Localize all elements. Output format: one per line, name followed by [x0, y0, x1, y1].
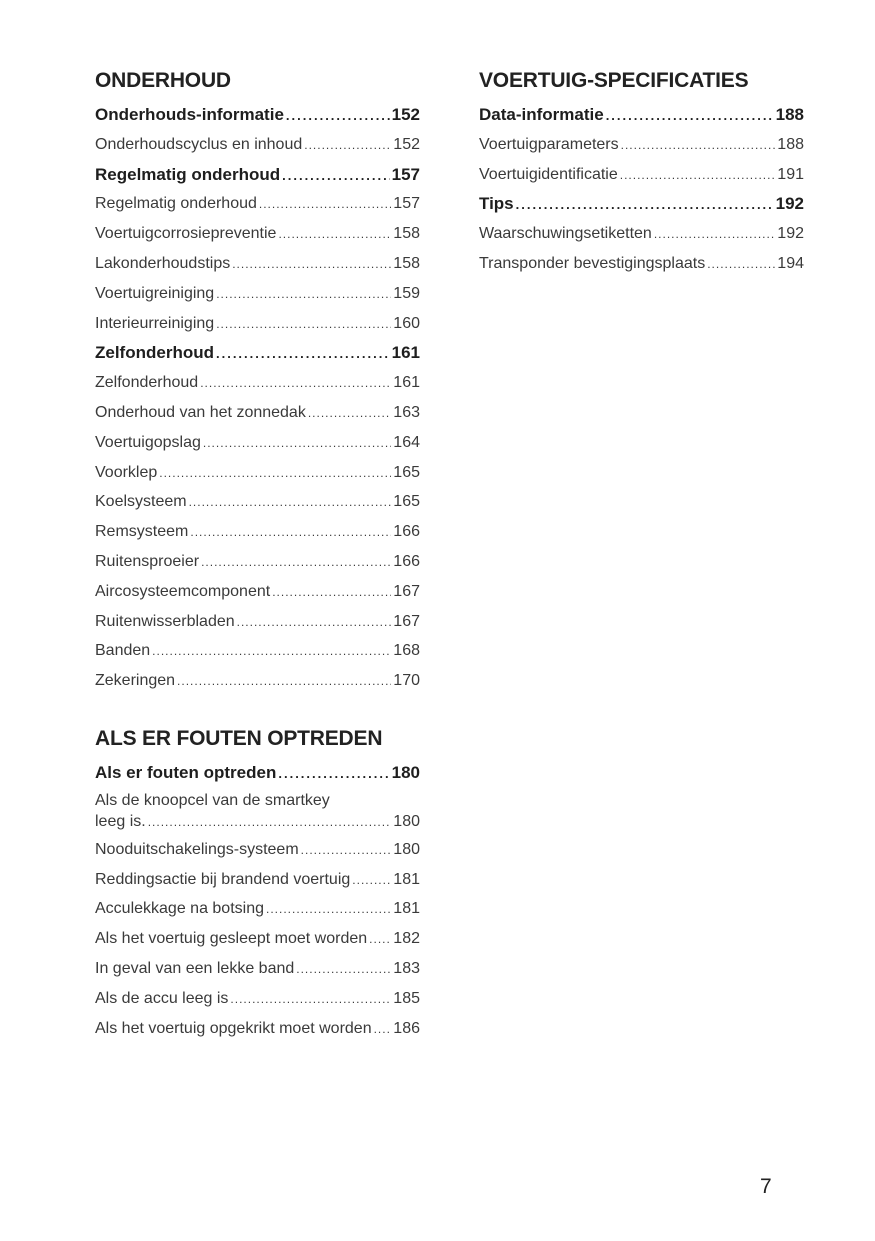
dot-leader	[216, 309, 391, 340]
toc-entry[interactable]	[95, 924, 420, 954]
toc-entry-title: Als de accu leeg is	[95, 989, 229, 1007]
toc-entry-title: In geval van een lekke band	[95, 959, 295, 977]
toc-entry-title: Voertuigparameters	[479, 135, 619, 153]
toc-section-voertuig-specificaties	[479, 66, 804, 279]
toc-entry-page: 168	[393, 642, 420, 660]
toc-entry[interactable]	[95, 249, 420, 279]
toc-entry-page: 152	[393, 135, 420, 153]
toc-entry-title-continued: leeg is.	[95, 812, 146, 830]
toc-entry-page: 167	[393, 582, 420, 600]
toc-entry-title: Onderhoud van het zonnedak	[95, 403, 306, 421]
dot-leader	[707, 249, 775, 280]
toc-entry-page: 163	[393, 403, 420, 421]
toc-entry-title: Zekeringen	[95, 672, 176, 690]
toc-entry-title: Data-informatie	[479, 105, 604, 124]
dot-leader	[286, 100, 390, 131]
toc-entry-page: 161	[391, 343, 420, 363]
toc-entry-page: 188	[777, 135, 804, 153]
toc-entry-title: Aircosysteemcomponent	[95, 582, 271, 600]
right-column	[479, 66, 804, 279]
toc-entry[interactable]	[479, 219, 804, 249]
toc-section-onderhoud	[95, 66, 420, 696]
toc-entry[interactable]	[95, 865, 420, 895]
toc-entry-title: Regelmatig onderhoud	[95, 195, 257, 213]
dot-leader	[232, 249, 391, 280]
toc-entry-page: 180	[393, 840, 420, 858]
dot-leader	[304, 130, 391, 161]
toc-entry[interactable]	[95, 607, 420, 637]
toc-entry[interactable]	[95, 458, 420, 488]
dot-leader	[308, 398, 391, 429]
dot-leader	[278, 219, 391, 250]
dot-leader	[301, 835, 392, 866]
toc-entry-title: Lakonderhoudstips	[95, 254, 231, 272]
toc-entry[interactable]	[95, 758, 420, 788]
dot-leader	[216, 338, 390, 369]
dot-leader	[654, 219, 775, 250]
toc-entry-title: Interieurreiniging	[95, 314, 215, 332]
toc-entry-page: 161	[393, 374, 420, 392]
toc-entry-title: Banden	[95, 642, 151, 660]
toc-entry-title: Remsysteem	[95, 523, 189, 541]
dot-leader	[621, 130, 776, 161]
toc-entry-page: 192	[777, 225, 804, 243]
dot-leader	[374, 1014, 392, 1045]
section-title: ALS ER FOUTEN OPTREDEN	[95, 726, 383, 750]
dot-leader	[296, 954, 391, 985]
toc-entry-page: 167	[393, 612, 420, 630]
toc-entry-title: Voertuigreiniging	[95, 284, 215, 302]
toc-entry-title: Onderhoudscyclus en inhoud	[95, 135, 303, 153]
toc-entry[interactable]	[95, 666, 420, 696]
toc-entry[interactable]	[95, 100, 420, 130]
toc-entry-title: Acculekkage na botsing	[95, 900, 264, 918]
toc-entry-page: 186	[393, 1019, 420, 1037]
toc-entry-page: 182	[393, 930, 420, 948]
toc-entry-title: Als er fouten optreden	[95, 762, 277, 782]
toc-entry-page: 157	[393, 195, 420, 213]
toc-entry-page: 188	[775, 105, 804, 124]
dot-leader	[230, 984, 391, 1015]
toc-entry[interactable]	[95, 398, 420, 428]
toc-entry-title: Tips	[479, 194, 514, 214]
dot-leader	[237, 607, 392, 638]
toc-entry-title: Voertuigidentificatie	[479, 165, 618, 183]
toc-entry[interactable]	[479, 160, 804, 190]
dot-leader	[152, 636, 391, 667]
toc-entry-page: 192	[775, 194, 804, 214]
toc-entry[interactable]	[95, 577, 420, 607]
dot-leader	[352, 865, 391, 896]
toc-entry-page: 170	[393, 672, 420, 690]
toc-entry[interactable]	[95, 428, 420, 458]
toc-entry-title: Waarschuwingsetiketten	[479, 225, 652, 243]
toc-entry-title: Voertuigcorrosiepreventie	[95, 225, 277, 243]
toc-entry-title: Als het voertuig gesleept moet worden	[95, 930, 368, 948]
toc-entry[interactable]	[95, 954, 420, 984]
toc-entry-title: Onderhouds-informatie	[95, 105, 284, 124]
dot-leader	[620, 160, 776, 191]
toc-entry-title: Voorklep	[95, 463, 158, 481]
dot-leader	[177, 666, 391, 697]
toc-entry[interactable]	[479, 100, 804, 130]
toc-entry[interactable]	[95, 894, 420, 924]
toc-entry[interactable]	[479, 249, 804, 279]
toc-entry-title: Als de knoopcel van de smartkey	[95, 791, 330, 809]
toc-entry-page: 160	[393, 314, 420, 332]
toc-entry-page: 165	[393, 463, 420, 481]
toc-entry-title: Transponder bevestigingsplaats	[479, 254, 706, 272]
toc-entry-page: 194	[777, 254, 804, 272]
toc-entry-title: Als het voertuig opgekrikt moet worden	[95, 1019, 372, 1037]
toc-entry-title: Ruitenwisserbladen	[95, 612, 235, 630]
toc-entry-page: 165	[393, 493, 420, 511]
section-title: VOERTUIG-SPECIFICATIES	[479, 69, 749, 92]
toc-entry-page: 166	[393, 523, 420, 541]
toc-entry[interactable]	[95, 189, 420, 219]
toc-entry-title: Regelmatig onderhoud	[95, 164, 281, 184]
toc-entry[interactable]	[95, 984, 420, 1014]
dot-leader	[278, 758, 389, 789]
toc-entry[interactable]	[479, 130, 804, 160]
toc-entry[interactable]	[95, 1014, 420, 1044]
toc-entry[interactable]	[95, 130, 420, 160]
toc-entry[interactable]	[95, 338, 420, 368]
section-spacer	[95, 696, 420, 724]
toc-entry-page: 181	[393, 870, 420, 888]
toc-entry[interactable]	[95, 487, 420, 517]
dot-leader	[369, 924, 391, 955]
toc-entry-page: 180	[393, 812, 420, 830]
toc-entry-page: 185	[393, 989, 420, 1007]
toc-entry-page: 157	[391, 164, 420, 184]
toc-entry[interactable]	[95, 279, 420, 309]
toc-entry-page: 191	[777, 165, 804, 183]
toc-entry[interactable]	[95, 160, 420, 190]
toc-entry-page: 164	[393, 433, 420, 451]
dot-leader	[203, 428, 391, 459]
dot-leader	[216, 279, 391, 310]
toc-entry[interactable]	[95, 788, 420, 835]
toc-entry[interactable]	[95, 219, 420, 249]
dot-leader	[159, 458, 391, 489]
toc-entry-title: Reddingsactie bij brandend voertuig	[95, 870, 351, 888]
toc-entry[interactable]	[95, 368, 420, 398]
dot-leader	[266, 894, 391, 925]
toc-entry[interactable]	[95, 547, 420, 577]
toc-entry[interactable]	[95, 835, 420, 865]
dot-leader	[272, 577, 391, 608]
dot-leader	[148, 811, 392, 833]
toc-entry-title: Ruitensproeier	[95, 552, 200, 570]
toc-entry-page: 181	[393, 900, 420, 918]
toc-entry-title: Koelsysteem	[95, 493, 187, 511]
dot-leader	[516, 189, 774, 220]
toc-entry-page: 159	[393, 284, 420, 302]
toc-entry-page: 183	[393, 959, 420, 977]
toc-entry-page: 180	[391, 762, 420, 782]
toc-entry-page: 152	[391, 105, 420, 124]
toc-entry-title: Zelfonderhoud	[95, 374, 199, 392]
dot-leader	[190, 517, 391, 548]
dot-leader	[282, 160, 390, 191]
toc-entry[interactable]	[479, 189, 804, 219]
toc-entry[interactable]	[95, 309, 420, 339]
left-column	[95, 66, 420, 1043]
page-number: 7	[760, 1175, 772, 1198]
section-title: ONDERHOUD	[95, 69, 231, 92]
toc-entry-page: 158	[393, 225, 420, 243]
dot-leader	[200, 368, 391, 399]
toc-entry[interactable]	[95, 636, 420, 666]
toc-entry-title: Nooduitschakelings-systeem	[95, 840, 299, 858]
toc-entry[interactable]	[95, 517, 420, 547]
dot-leader	[606, 100, 774, 131]
dot-leader	[259, 189, 391, 220]
toc-section-als-er-fouten-optreden	[95, 724, 420, 1043]
dot-leader	[201, 547, 391, 578]
toc-entry-title: Zelfonderhoud	[95, 343, 214, 363]
toc-entry-page: 158	[393, 254, 420, 272]
toc-entry-page: 166	[393, 552, 420, 570]
toc-entry-title: Voertuigopslag	[95, 433, 201, 451]
dot-leader	[189, 487, 392, 518]
